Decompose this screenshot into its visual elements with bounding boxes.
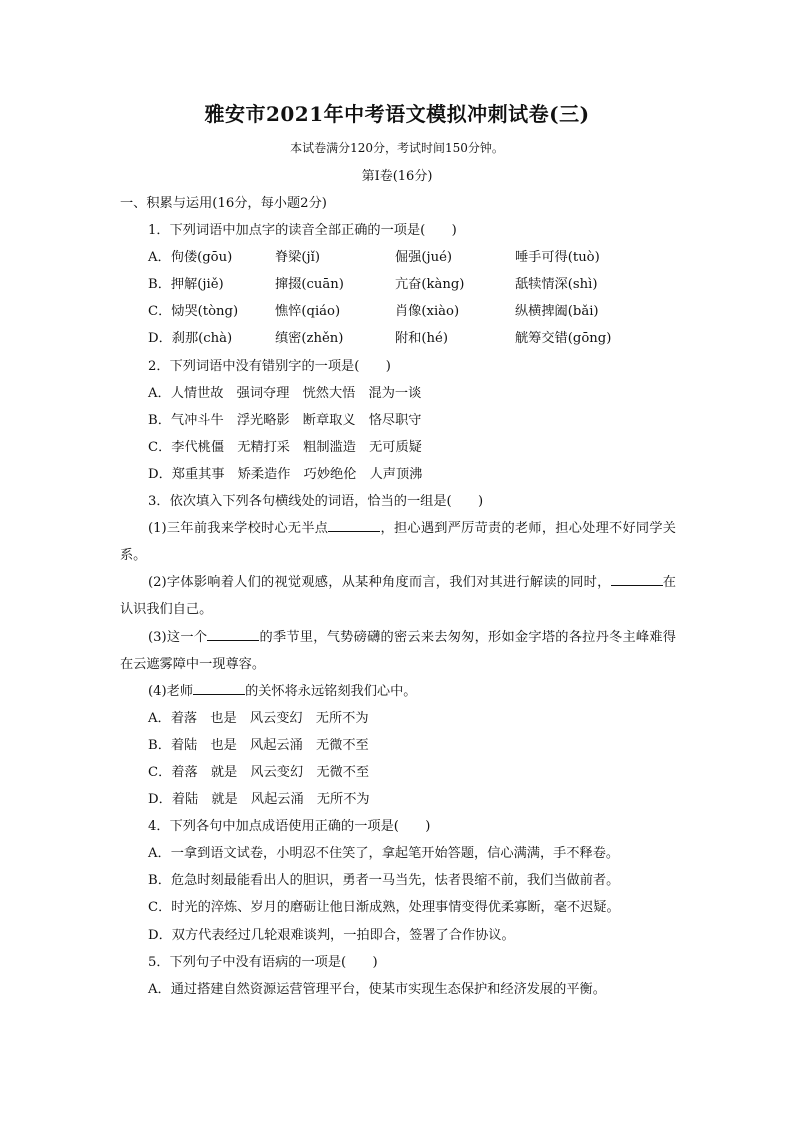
option-cell: B．押解(jiě) xyxy=(148,277,224,293)
question-3-option-a: A．着落 也是 风云变幻 无所不为 xyxy=(148,710,369,726)
option-cell: 纵横捭阖(bǎi) xyxy=(515,304,599,320)
question-4-option-d: D．双方代表经过几轮艰难谈判，一拍即合，签署了合作协议。 xyxy=(148,927,515,943)
sentence-text: ，担心遇到严厉苛责的老师，担心处理不好同学关系。 xyxy=(120,521,676,564)
sentence-text: 的季节里，气势磅礴的密云来去匆匆，形如金字塔的各拉丹冬主峰难得在云遮雾障中一现尊容。 xyxy=(120,629,676,672)
option-cell: 附和(hé) xyxy=(395,331,448,347)
sentence-text: (1)三年前我来学校时心无半点 xyxy=(148,521,329,537)
question-2-option-b: B．气冲斗牛 浮光略影 断章取义 恪尽职守 xyxy=(148,412,422,428)
page-title: 雅安市2021年中考语文模拟冲刺试卷(三) xyxy=(204,102,590,126)
option-cell: 舐犊情深(shì) xyxy=(515,277,598,293)
sentence-text: 的关怀将永远铭刻我们心中。 xyxy=(245,683,417,699)
option-cell: 亢奋(kàng) xyxy=(395,277,465,293)
question-1-option-c xyxy=(120,298,676,325)
sentence-text: (3)这一个 xyxy=(148,629,208,645)
question-2-option-a: A．人情世故 强词夺理 恍然大悟 混为一谈 xyxy=(148,385,422,401)
question-2-option-c: C．李代桃僵 无精打采 粗制滥造 无可质疑 xyxy=(148,439,422,455)
sentence-text: 在认识我们自己。 xyxy=(120,575,676,618)
question-4-option-a: A．一拿到语文试卷，小明忍不住笑了，拿起笔开始答题，信心满满，手不释卷。 xyxy=(148,846,620,862)
sentence-text: (4)老师 xyxy=(148,683,194,699)
option-cell: 觥筹交错(gōng) xyxy=(515,331,612,347)
question-3-sentence-4 xyxy=(120,678,676,705)
question-2-stem: 2．下列词语中没有错别字的一项是( ) xyxy=(148,358,391,374)
question-4-stem: 4．下列各句中加点成语使用正确的一项是( ) xyxy=(148,819,431,835)
question-1-stem: 1．下列词语中加点字的读音全部正确的一项是( ) xyxy=(148,223,457,239)
question-3-stem: 3．依次填入下列各句横线处的词语，恰当的一组是( ) xyxy=(148,494,484,510)
question-3-sentence-3 xyxy=(120,624,676,678)
question-1-option-a xyxy=(120,244,676,271)
option-cell: 脊梁(jǐ) xyxy=(275,250,320,266)
question-5-option-a: A．通过搭建自然资源运营管理平台，使某市实现生态保护和经济发展的平衡。 xyxy=(148,981,606,997)
option-cell: 倔强(jué) xyxy=(395,250,453,266)
exam-info: 本试卷满分120分，考试时间150分钟。 xyxy=(290,141,504,155)
option-cell: 憔悴(qiáo) xyxy=(275,304,341,320)
question-5-stem: 5．下列句子中没有语病的一项是( ) xyxy=(148,954,378,970)
question-1-option-d xyxy=(120,325,676,352)
question-3-sentence-1 xyxy=(120,515,676,569)
option-cell: 肖像(xiào) xyxy=(395,304,460,320)
answer-blank xyxy=(207,626,259,641)
question-4-option-b: B．危急时刻最能看出人的胆识，勇者一马当先，怯者畏缩不前，我们当做前者。 xyxy=(148,873,620,889)
exam-content xyxy=(120,190,676,1003)
question-3-sentence-2 xyxy=(120,569,676,623)
option-cell: 唾手可得(tuò) xyxy=(515,250,600,266)
option-cell: 缜密(zhěn) xyxy=(275,331,344,347)
option-cell: D．刹那(chà) xyxy=(148,331,233,347)
section-heading: 一、积累与运用(16分，每小题2分) xyxy=(120,196,327,211)
answer-blank xyxy=(328,517,380,532)
question-3-option-d: D．着陆 就是 风起云涌 无所不为 xyxy=(148,792,370,808)
question-3-option-c: C．着落 就是 风云变幻 无微不至 xyxy=(148,764,370,780)
answer-blank xyxy=(611,571,663,586)
option-cell: 撺掇(cuān) xyxy=(275,277,344,293)
option-cell: A．佝偻(gōu) xyxy=(148,250,233,266)
option-cell: C．恸哭(tòng) xyxy=(148,304,239,320)
volume-heading: 第Ⅰ卷(16分) xyxy=(361,169,433,184)
question-4-option-c: C．时光的淬炼、岁月的磨砺让他日渐成熟，处理事情变得优柔寡断，毫不迟疑。 xyxy=(148,900,620,916)
sentence-text: (2)字体影响着人们的视觉观感，从某种角度而言，我们对其进行解读的同时， xyxy=(148,575,611,591)
question-1-option-b xyxy=(120,271,676,298)
question-3-option-b: B．着陆 也是 风起云涌 无微不至 xyxy=(148,737,369,753)
question-2-option-d: D．郑重其事 矫柔造作 巧妙绝伦 人声顶沸 xyxy=(148,466,423,482)
answer-blank xyxy=(193,680,245,695)
